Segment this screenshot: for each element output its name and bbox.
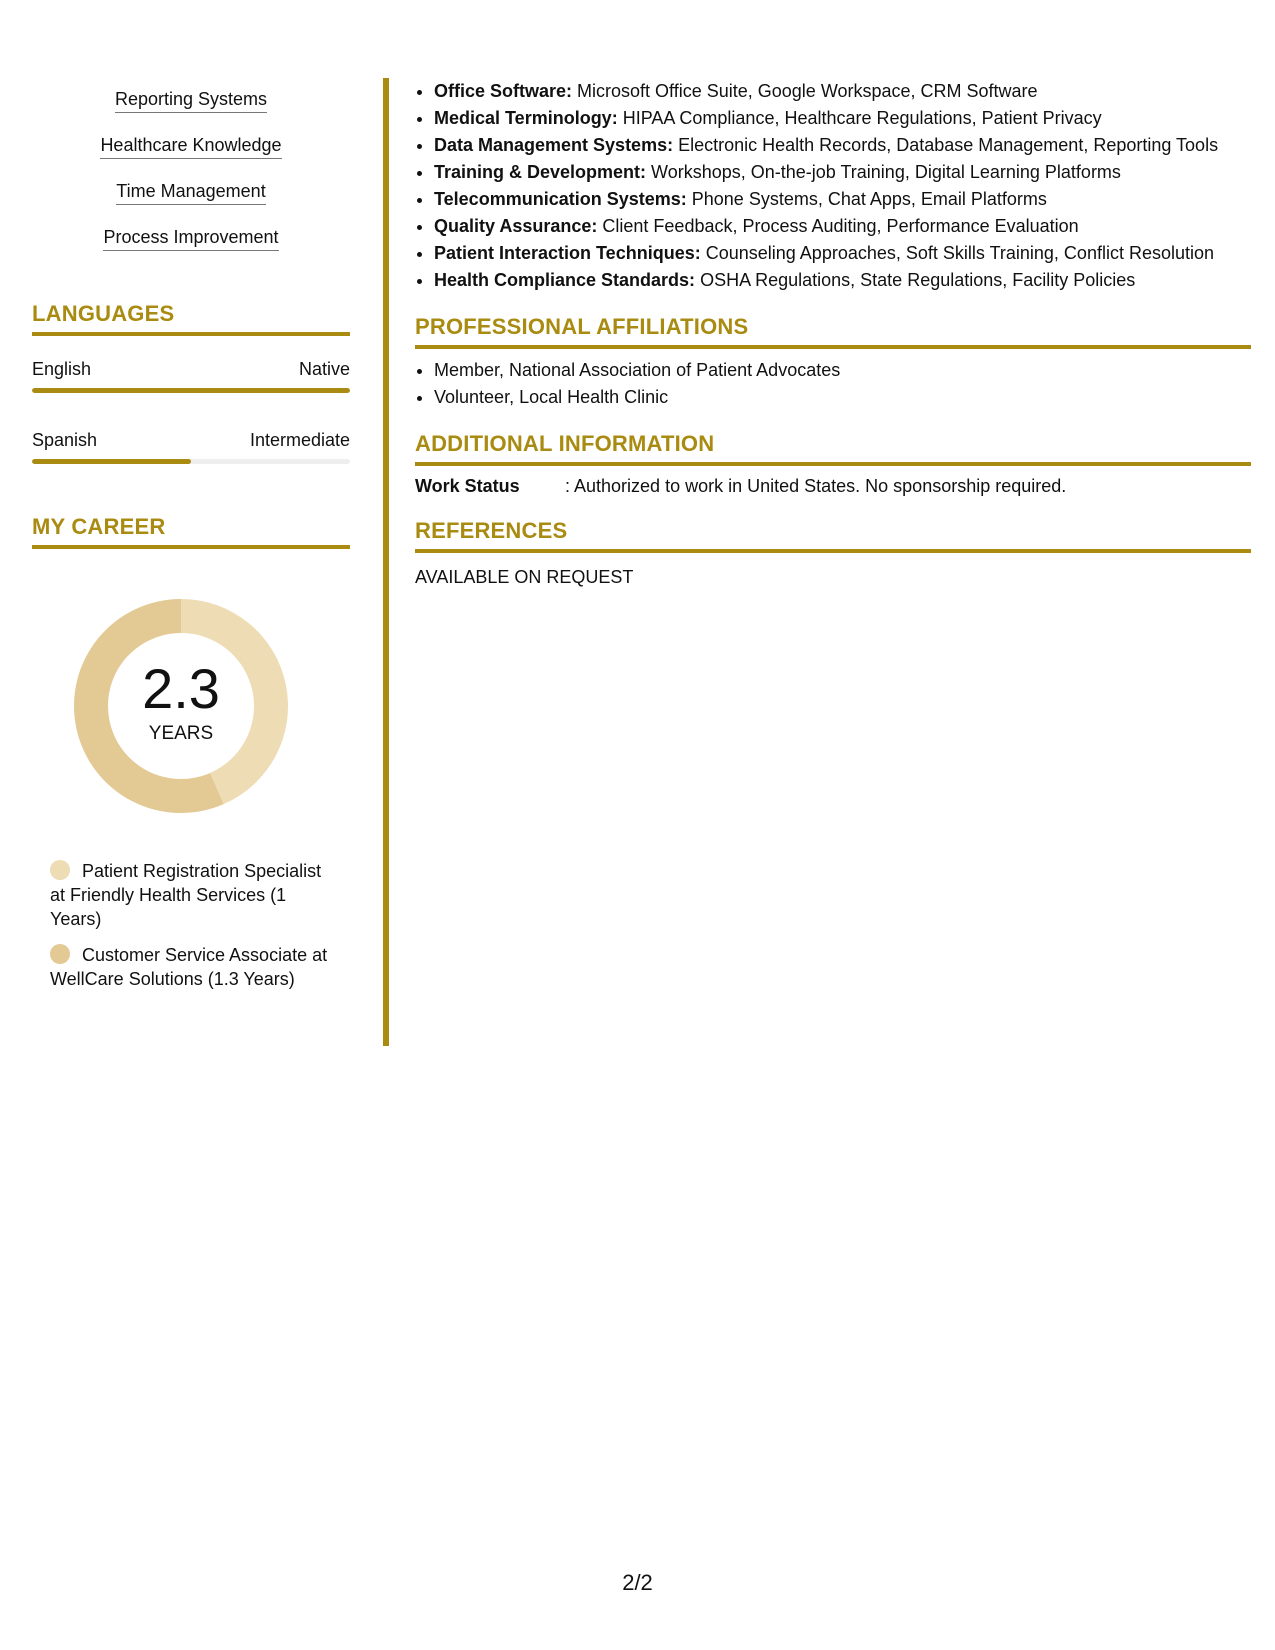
work-status-label: Work Status (415, 476, 520, 496)
skills-list (32, 78, 350, 261)
language-item (32, 358, 350, 393)
list-item (434, 213, 1251, 240)
career-section (32, 514, 350, 991)
skill-values: Workshops, On-the-job Training, Digital Learning Platforms (651, 162, 1121, 182)
career-legend-label: Customer Service Associate at WellCare Solutions (1.3 Years) (50, 945, 328, 989)
career-legend-item (50, 859, 340, 931)
references-title: REFERENCES (415, 518, 1251, 553)
work-status-row (415, 474, 1251, 498)
skill-values: Electronic Health Records, Database Management, Reporting Tools (678, 135, 1219, 155)
skill-values: HIPAA Compliance, Healthcare Regulations, Patient Privacy (622, 108, 1102, 128)
skill-values: OSHA Regulations, State Regulations, Facility Policies (700, 270, 1136, 290)
list-item: • Volunteer, Local Health Clinic (434, 384, 1251, 411)
list-item (434, 105, 1251, 132)
list-item (434, 132, 1251, 159)
legend-dot (50, 944, 70, 964)
skill-values: Microsoft Office Suite, Google Workspace, CRM Software (577, 81, 1038, 101)
language-name: Spanish (32, 430, 98, 450)
language-name: English (32, 359, 92, 379)
work-status-value: : Authorized to work in United States. No sponsorship required. (565, 476, 1067, 496)
skill-values: Counseling Approaches, Soft Skills Training, Conflict Resolution (705, 243, 1215, 263)
language-bar-fill (32, 459, 191, 464)
career-unit: YEARS (148, 723, 214, 744)
references-section (415, 518, 1251, 589)
list-item (434, 78, 1251, 105)
affiliations-section (415, 314, 1251, 411)
career-legend-item (50, 943, 340, 991)
list-item (434, 159, 1251, 186)
career-title: MY CAREER (32, 514, 350, 549)
language-item (32, 429, 350, 464)
skill-category: Health Compliance Standards: (434, 270, 696, 290)
list-item (434, 186, 1251, 213)
skill-category: Medical Terminology: (434, 108, 618, 128)
language-level: Intermediate (249, 430, 350, 450)
skill-category: Training & Development: (434, 162, 647, 182)
languages-title: LANGUAGES (32, 301, 350, 336)
technical-skills-list (415, 78, 1251, 294)
language-bar-fill (32, 388, 350, 393)
list-item (434, 240, 1251, 267)
skill-item: Healthcare Knowledge (100, 134, 281, 159)
skill-values: Phone Systems, Chat Apps, Email Platforms (691, 189, 1047, 209)
skill-item: Reporting Systems (115, 88, 267, 113)
additional-info-section (415, 431, 1251, 498)
page-number: 2/2 (622, 1570, 653, 1595)
skill-item: Process Improvement (103, 226, 278, 251)
references-text: AVAILABLE ON REQUEST (415, 567, 634, 587)
language-bar (32, 388, 350, 393)
language-level: Native (298, 359, 350, 379)
career-total: 2.3 (142, 657, 220, 720)
additional-info-title: ADDITIONAL INFORMATION (415, 431, 1251, 466)
legend-dot (50, 860, 70, 880)
skill-category: Data Management Systems: (434, 135, 674, 155)
skill-category: Quality Assurance: (434, 216, 598, 236)
career-legend (50, 859, 340, 991)
skill-category: Office Software: (434, 81, 573, 101)
skill-category: Patient Interaction Techniques: (434, 243, 701, 263)
list-item: • Member, National Association of Patient Advocates (434, 357, 1251, 384)
skill-category: Telecommunication Systems: (434, 189, 687, 209)
skill-item: Time Management (116, 180, 265, 205)
skill-values: Client Feedback, Process Auditing, Performance Evaluation (602, 216, 1079, 236)
career-donut (66, 591, 296, 821)
column-divider (383, 78, 389, 1046)
affiliations-title: PROFESSIONAL AFFILIATIONS (415, 314, 1251, 349)
main-content (415, 78, 1251, 589)
career-legend-label: Patient Registration Specialist at Friendly Health Services (1 Years) (50, 861, 322, 929)
sidebar (32, 78, 350, 1003)
language-bar (32, 459, 350, 464)
languages-section (32, 301, 350, 464)
list-item (434, 267, 1251, 294)
